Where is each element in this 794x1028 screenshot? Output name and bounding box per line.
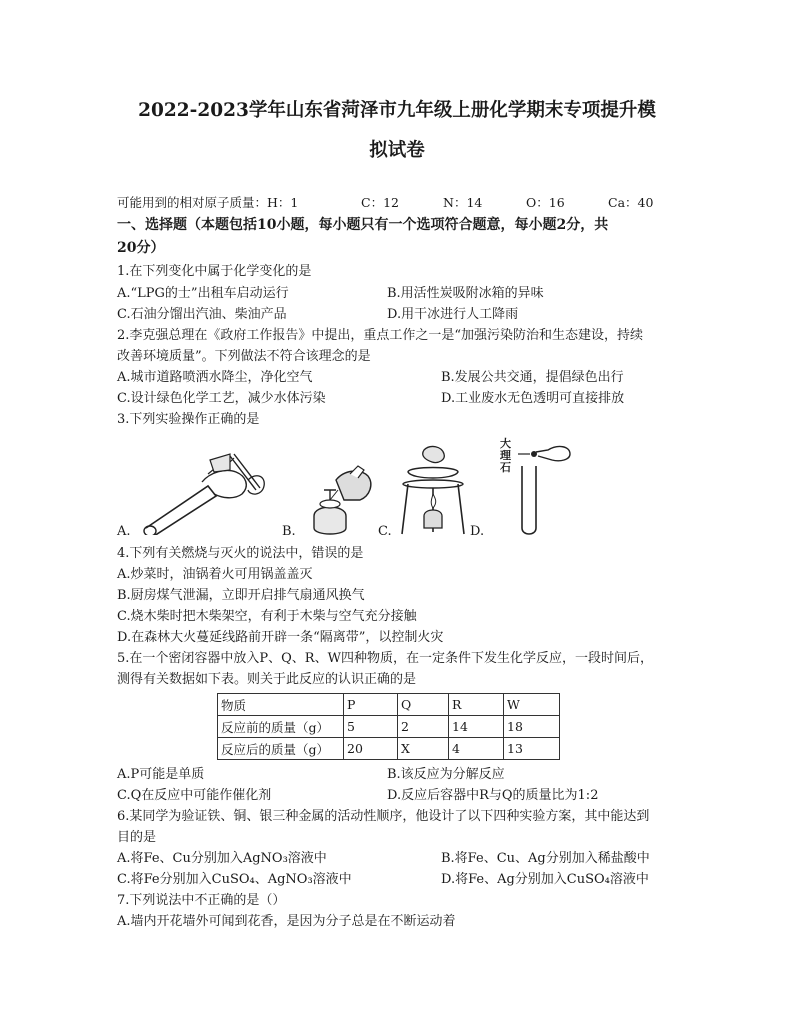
q2-stem-line2: 改善环境质量”。下列做法不符合该理念的是 (117, 349, 371, 364)
q2-option-c: C.设计绿色化学工艺，减少水体污染 (117, 391, 326, 406)
q6-option-c: C.将Fe分别加入CuSO₄、AgNO₃溶液中 (117, 872, 352, 887)
table-cell: 反应前的质量（g） (218, 716, 344, 738)
table-cell: 5 (344, 716, 398, 738)
q3-option-b-label: B. (282, 524, 296, 539)
q3-figure-a-test-tube-dropper (138, 450, 268, 535)
q5-stem-line1: 5.在一个密闭容器中放入P、Q、R、W四种物质，在一定条件下发生化学反应，一段时间后， (117, 651, 653, 666)
atomic-mass-h: 可能用到的相对原子质量：H：1 (117, 195, 299, 210)
q1-stem: 1.在下列变化中属于化学变化的是 (117, 264, 312, 279)
q5-option-d: D.反应后容器中R与Q的质量比为1:2 (387, 788, 599, 803)
table-cell: 20 (344, 738, 398, 760)
q3-marble-label: 大理石 (500, 437, 511, 474)
q7-stem: 7.下列说法中不正确的是（） (117, 893, 286, 908)
q5-data-table (217, 693, 560, 760)
table-row (218, 738, 560, 760)
q2-stem-line1: 2.李克强总理在《政府工作报告》中提出，重点工作之一是“加强污染防治和生态建设，持续 (117, 328, 644, 343)
q1-option-d: D.用干冰进行人工降雨 (387, 307, 519, 322)
section-heading-line2: 20分） (117, 240, 165, 256)
table-cell: 14 (449, 716, 504, 738)
q5-option-a: A.P可能是单质 (117, 767, 205, 782)
q2-option-d: D.工业废水无色透明可直接排放 (441, 391, 625, 406)
table-cell: 18 (504, 716, 560, 738)
q4-option-d: D.在森林大火蔓延线路前开辟一条“隔离带”，以控制火灾 (117, 630, 444, 645)
q1-option-c: C.石油分馏出汽油、柴油产品 (117, 307, 287, 322)
q3-option-a-label: A. (117, 524, 131, 539)
q3-stem: 3.下列实验操作正确的是 (117, 412, 260, 427)
q4-stem: 4.下列有关燃烧与灭火的说法中，错误的是 (117, 546, 364, 561)
q7-option-a: A.墙内开花墙外可闻到花香，是因为分子总是在不断运动着 (117, 914, 456, 929)
q3-figure-c-evaporating-dish (398, 444, 468, 536)
q4-option-b: B.厨房煤气泄漏，立即开启排气扇通风换气 (117, 588, 365, 603)
q6-option-d: D.将Fe、Ag分别加入CuSO₄溶液中 (441, 872, 649, 887)
table-header-cell: W (504, 694, 560, 716)
q3-option-d-label: D. (470, 524, 485, 539)
table-row (218, 716, 560, 738)
table-header-cell: Q (398, 694, 449, 716)
q6-option-a: A.将Fe、Cu分别加入AgNO₃溶液中 (117, 851, 327, 866)
table-header-row (218, 694, 560, 716)
q3-option-c-label: C. (378, 524, 392, 539)
q6-option-b: B.将Fe、Cu、Ag分别加入稀盐酸中 (441, 851, 650, 866)
q6-stem-line2: 目的是 (117, 830, 157, 845)
table-header-cell: R (449, 694, 504, 716)
q2-option-a: A.城市道路喷洒水降尘，净化空气 (117, 370, 313, 385)
table-cell: 4 (449, 738, 504, 760)
table-cell: X (398, 738, 449, 760)
q5-option-b: B.该反应为分解反应 (387, 767, 505, 782)
table-header-cell: 物质 (218, 694, 344, 716)
table-cell: 13 (504, 738, 560, 760)
table-cell: 反应后的质量（g） (218, 738, 344, 760)
q4-option-a: A.炒菜时，油锅着火可用锅盖盖灭 (117, 567, 313, 582)
q1-option-b: B.用活性炭吸附冰箱的异味 (387, 286, 544, 301)
q3-figure-b-pouring-alcohol (300, 460, 380, 538)
atomic-mass-n: N：14 (443, 195, 483, 210)
exam-title-line2: 拟试卷 (369, 140, 425, 161)
q3-figure-d-marble-test-tube (514, 440, 574, 536)
q4-option-c: C.烧木柴时把木柴架空，有利于木柴与空气充分接触 (117, 609, 417, 624)
atomic-mass-c: C：12 (361, 195, 399, 210)
q5-stem-line2: 测得有关数据如下表。则关于此反应的认识正确的是 (117, 672, 417, 687)
table-cell: 2 (398, 716, 449, 738)
table-header-cell: P (344, 694, 398, 716)
atomic-mass-o: O：16 (526, 195, 565, 210)
q6-stem-line1: 6.某同学为验证铁、铜、银三种金属的活动性顺序，他设计了以下四种实验方案，其中能达到 (117, 809, 650, 824)
exam-title-line1: 2022-2023学年山东省菏泽市九年级上册化学期末专项提升模 (138, 100, 656, 121)
section-heading-line1: 一、选择题（本题包括10小题，每小题只有一个选项符合题意，每小题2分，共 (117, 217, 609, 233)
atomic-mass-ca: Ca：40 (608, 195, 654, 210)
q5-option-c: C.Q在反应中可能作催化剂 (117, 788, 272, 803)
atomic-masses (117, 194, 654, 212)
q2-option-b: B.发展公共交通，提倡绿色出行 (441, 370, 624, 385)
q1-option-a: A.“LPG的士”出租车启动运行 (117, 286, 289, 301)
